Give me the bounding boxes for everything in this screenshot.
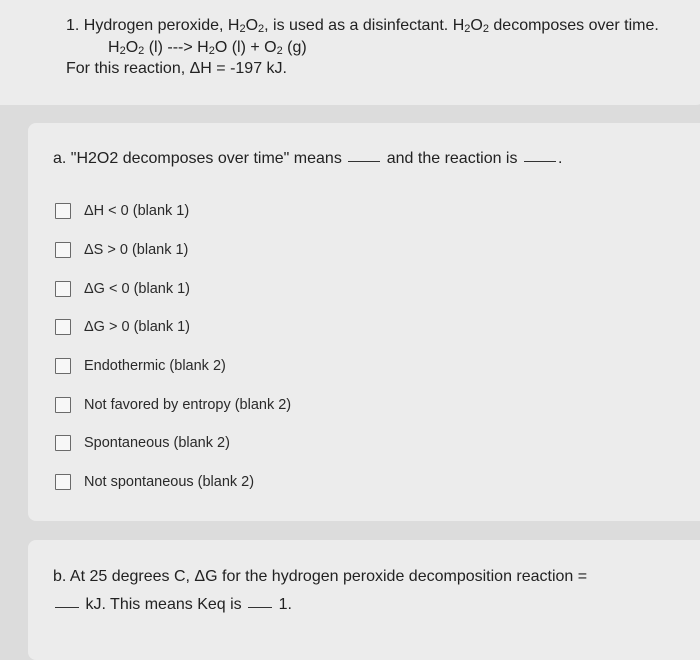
blank-delta-g-line [55, 606, 79, 608]
blank-keq-line [248, 606, 272, 608]
reaction-equation: $H_2O_2$ (l) ---> $H_2O$ $(l) + O_2$ (g) [108, 39, 307, 57]
part-b-prompt: b. At 25 degrees C, ΔG for the hydrogen peroxide decomposition reaction = [53, 568, 588, 585]
checkbox[interactable] [55, 435, 71, 451]
option-checkbox-4[interactable] [55, 355, 226, 377]
option-label: Not favored by entropy (blank 2) [84, 397, 292, 413]
checkbox[interactable] [55, 397, 71, 413]
checkbox[interactable] [55, 281, 71, 297]
option-checkbox-7[interactable] [55, 471, 254, 493]
option-checkbox-3[interactable] [55, 316, 190, 338]
option-checkbox-5[interactable] [55, 394, 291, 416]
option-label: ΔG > 0 (blank 1) [84, 319, 190, 335]
checkbox[interactable] [55, 319, 71, 335]
option-label: ΔS > 0 (blank 1) [84, 242, 189, 258]
checkbox[interactable] [55, 358, 71, 374]
question-1-intro: 1. Hydrogen peroxide, $H_2O_2$, is used as a disinfectant. $H_2O_2$ decomposes over time. [66, 17, 659, 35]
blank-1-line [348, 160, 380, 162]
part-a-prompt: a. "H2O2 decomposes over time" means and the reaction is . [53, 150, 563, 167]
blank-2-line [524, 160, 556, 162]
option-label: Spontaneous (blank 2) [84, 435, 230, 451]
option-label: Not spontaneous (blank 2) [84, 474, 255, 490]
option-checkbox-6[interactable] [55, 432, 230, 454]
enthalpy-statement: For this reaction, ΔH = -197 kJ. [66, 60, 287, 77]
option-checkbox-0[interactable] [55, 200, 189, 222]
part-b-prompt-continued: kJ. This means Keq is 1. [53, 596, 292, 614]
option-label: ΔG < 0 (blank 1) [84, 281, 190, 297]
checkbox[interactable] [55, 474, 71, 490]
checkbox[interactable] [55, 242, 71, 258]
checkbox[interactable] [55, 203, 71, 219]
option-checkbox-2[interactable] [55, 278, 190, 300]
option-checkbox-1[interactable] [55, 239, 188, 261]
option-label: Endothermic (blank 2) [84, 358, 226, 374]
option-label: ΔH < 0 (blank 1) [84, 203, 190, 219]
